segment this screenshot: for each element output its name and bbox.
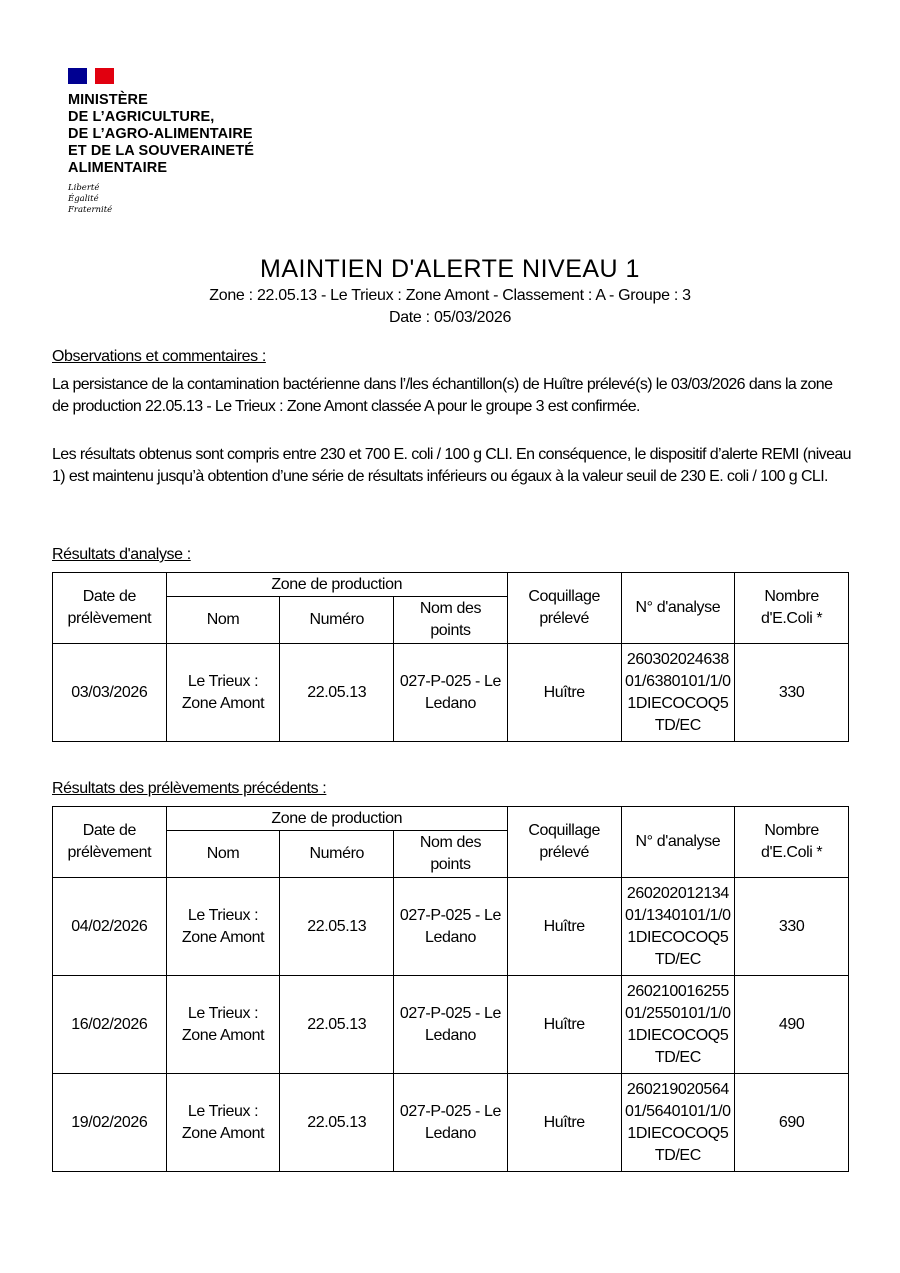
ministry-line: DE L’AGRICULTURE, <box>68 109 215 125</box>
header-points: Nom des points <box>394 597 508 644</box>
cell-ecoli: 690 <box>735 1074 849 1172</box>
page-title: MAINTIEN D'ALERTE NIVEAU 1 <box>260 255 640 283</box>
header-analyse: N° d'analyse <box>621 807 735 878</box>
previous-results-table <box>52 806 849 1172</box>
cell-coquillage: Huître <box>507 976 621 1074</box>
cell-date: 03/03/2026 <box>53 644 167 742</box>
header-analyse: N° d'analyse <box>621 573 735 644</box>
motto-line: Liberté <box>68 183 100 193</box>
header-nom: Nom <box>166 597 280 644</box>
cell-coquillage: Huître <box>507 878 621 976</box>
cell-date: 04/02/2026 <box>53 878 167 976</box>
header-numero: Numéro <box>280 831 394 878</box>
table-row <box>53 976 849 1074</box>
header-coquillage: Coquillage prélevé <box>507 573 621 644</box>
cell-ecoli: 490 <box>735 976 849 1074</box>
cell-analyse: 26030202463801/6380101/1/01DIECOCOQ5TD/EC <box>621 644 735 742</box>
header-numero: Numéro <box>280 597 394 644</box>
table-row <box>53 644 849 742</box>
observations-heading: Observations et commentaires : <box>52 348 266 365</box>
cell-nom: Le Trieux : Zone Amont <box>166 1074 280 1172</box>
header-date: Date de prélèvement <box>53 573 167 644</box>
cell-ecoli: 330 <box>735 878 849 976</box>
table-row <box>53 878 849 976</box>
motto <box>68 183 254 216</box>
zone-line: Zone : 22.05.13 - Le Trieux : Zone Amont - Classement : A - Groupe : 3 <box>209 287 691 304</box>
cell-analyse: 26021902056401/5640101/1/01DIECOCOQ5TD/EC <box>621 1074 735 1172</box>
cell-nom: Le Trieux : Zone Amont <box>166 644 280 742</box>
observations-paragraph-1: La persistance de la contamination bactérienne dans l’/les échantillon(s) de Huître prélevé(s) le 03/03/2026 dans la zone de production 22.05.13 - Le Trieux : Zone Amont classée A pour le groupe 3 est confirmée. <box>52 376 833 415</box>
table-row <box>53 1074 849 1172</box>
results-heading: Résultats d'analyse : <box>52 546 191 563</box>
previous-results-heading: Résultats des prélèvements précédents : <box>52 780 327 797</box>
ministry-line: ET DE LA SOUVERAINETÉ <box>68 143 255 159</box>
header-nom: Nom <box>166 831 280 878</box>
cell-coquillage: Huître <box>507 1074 621 1172</box>
header-ecoli: Nombre d'E.Coli * <box>735 573 849 644</box>
cell-analyse: 26021001625501/2550101/1/01DIECOCOQ5TD/EC <box>621 976 735 1074</box>
cell-nom: Le Trieux : Zone Amont <box>166 878 280 976</box>
ministry-line: DE L’AGRO-ALIMENTAIRE <box>68 126 253 142</box>
cell-numero: 22.05.13 <box>280 1074 394 1172</box>
header-coquillage: Coquillage prélevé <box>507 807 621 878</box>
cell-numero: 22.05.13 <box>280 976 394 1074</box>
ministry-logo <box>68 68 254 216</box>
header-points: Nom des points <box>394 831 508 878</box>
cell-nom: Le Trieux : Zone Amont <box>166 976 280 1074</box>
cell-analyse: 26020201213401/1340101/1/01DIECOCOQ5TD/EC <box>621 878 735 976</box>
ministry-name <box>68 92 254 177</box>
cell-points: 027-P-025 - Le Ledano <box>394 644 508 742</box>
cell-coquillage: Huître <box>507 644 621 742</box>
cell-points: 027-P-025 - Le Ledano <box>394 878 508 976</box>
cell-ecoli: 330 <box>735 644 849 742</box>
header-ecoli: Nombre d'E.Coli * <box>735 807 849 878</box>
observations-paragraph-2: Les résultats obtenus sont compris entre 230 et 700 E. coli / 100 g CLI. En conséquence, le dispositif d’alerte REMI (niveau 1) est maintenu jusqu’à obtention d’une série de résultats inférieurs ou égaux à la valeur seuil de 230 E. coli / 100 g CLI. <box>52 446 851 485</box>
motto-line: Fraternité <box>68 205 113 215</box>
cell-points: 027-P-025 - Le Ledano <box>394 1074 508 1172</box>
cell-date: 16/02/2026 <box>53 976 167 1074</box>
cell-numero: 22.05.13 <box>280 644 394 742</box>
cell-date: 19/02/2026 <box>53 1074 167 1172</box>
date-line: Date : 05/03/2026 <box>388 309 512 326</box>
header-zone: Zone de production <box>166 807 507 831</box>
cell-points: 027-P-025 - Le Ledano <box>394 976 508 1074</box>
header-zone: Zone de production <box>166 573 507 597</box>
ministry-line: ALIMENTAIRE <box>68 160 168 176</box>
header-date: Date de prélèvement <box>53 807 167 878</box>
motto-line: Égalité <box>68 194 99 204</box>
results-table <box>52 572 849 742</box>
cell-numero: 22.05.13 <box>280 878 394 976</box>
marianne-flag-icon <box>68 68 114 84</box>
ministry-line: MINISTÈRE <box>68 92 148 108</box>
